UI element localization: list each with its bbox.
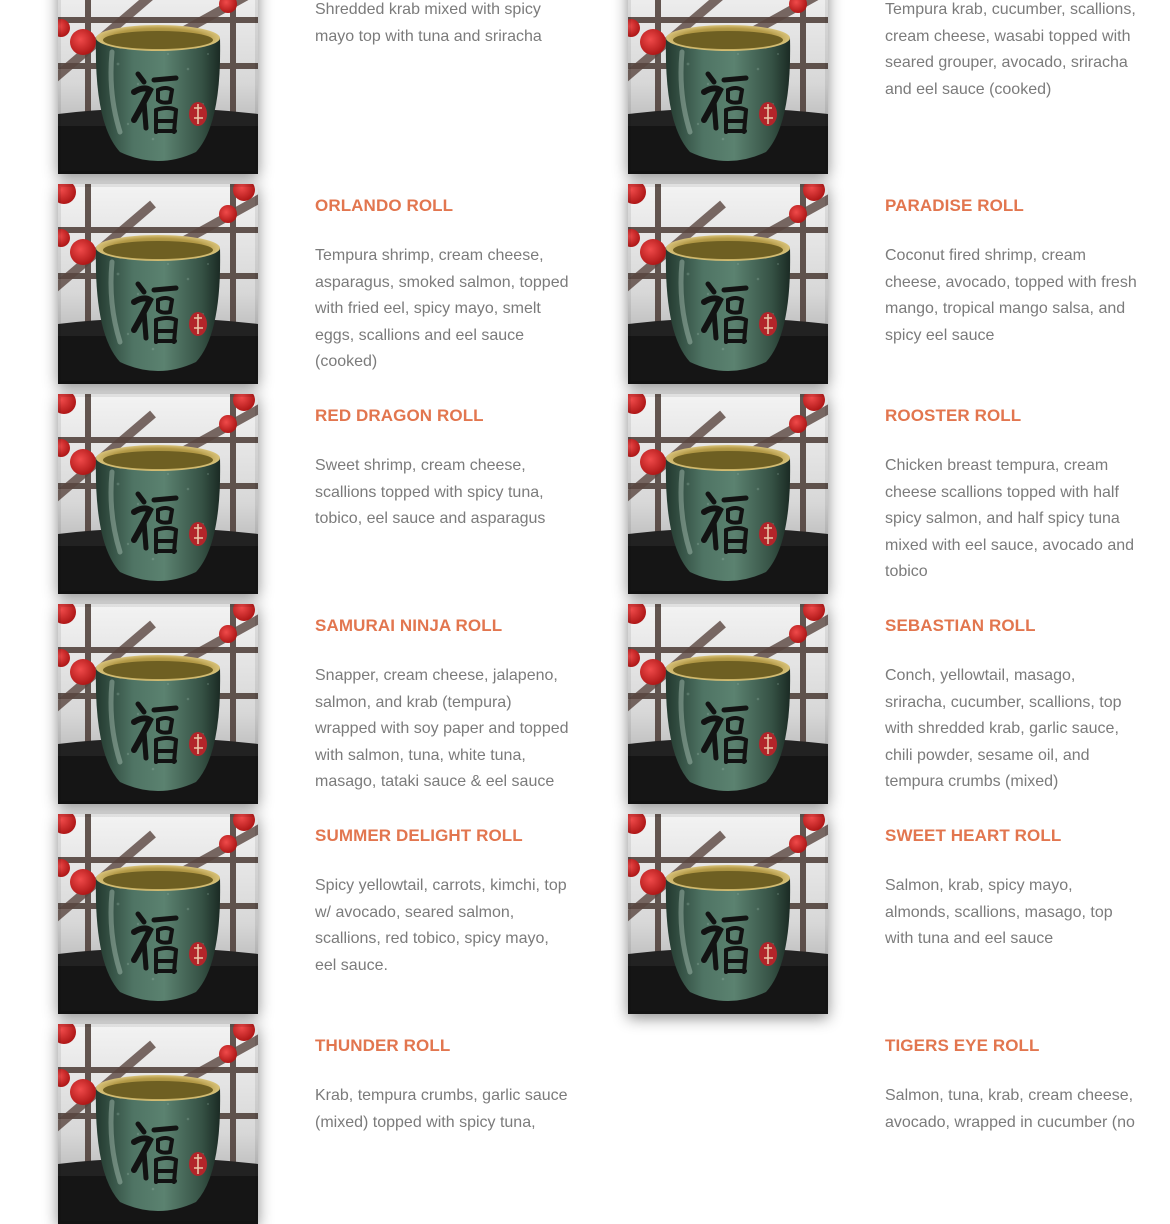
tea-cup-photo[interactable] bbox=[628, 814, 828, 1014]
menu-item-description: Krab, tempura crumbs, garlic sauce (mixed) topped with spicy tuna, bbox=[315, 1087, 568, 1131]
menu-item-title: SWEET HEART ROLL bbox=[885, 826, 1062, 845]
menu-item-title: THUNDER ROLL bbox=[315, 1036, 451, 1055]
menu-item-2 bbox=[628, 0, 1168, 174]
tea-cup-photo[interactable] bbox=[58, 1024, 258, 1224]
menu-item-description: Conch, yellowtail, masago, sriracha, cucumber, scallions, top with shredded krab, garlic sauce, chili powder, sesame oil, and tempura crumbs (mixed) bbox=[885, 667, 1122, 790]
menu-item-thunder-roll bbox=[58, 1024, 598, 1224]
menu-item-description: Shredded krab mixed with spicy mayo top with tuna and sriracha bbox=[315, 1, 542, 45]
menu-item-title: RED DRAGON ROLL bbox=[315, 406, 484, 425]
tea-cup-photo[interactable] bbox=[628, 0, 828, 174]
tea-cup-photo[interactable] bbox=[58, 814, 258, 1014]
menu-item-summer-delight-roll bbox=[58, 814, 598, 1014]
tea-cup-photo[interactable] bbox=[58, 184, 258, 384]
tea-cup-photo[interactable] bbox=[628, 604, 828, 804]
menu-item-title: SAMURAI NINJA ROLL bbox=[315, 616, 503, 635]
menu-item-description: Chicken breast tempura, cream cheese scallions topped with half spicy salmon, and half spicy tuna mixed with eel sauce, avocado and tobico bbox=[885, 457, 1135, 580]
menu-item-description: Spicy yellowtail, carrots, kimchi, top w/ avocado, seared salmon, scallions, red tobico, spicy mayo, eel sauce. bbox=[315, 877, 567, 974]
menu-item-red-dragon-roll bbox=[58, 394, 598, 594]
menu-item-sweet-heart-roll bbox=[628, 814, 1168, 1014]
menu-item-description: Tempura shrimp, cream cheese, asparagus, smoked salmon, topped with fried eel, spicy mayo, smelt eggs, scallions and eel sauce (cooked) bbox=[315, 247, 569, 370]
menu-item-title: SEBASTIAN ROLL bbox=[885, 616, 1036, 635]
menu-item-rooster-roll bbox=[628, 394, 1168, 594]
menu-item-description: Salmon, krab, spicy mayo, almonds, scallions, masago, top with tuna and eel sauce bbox=[885, 877, 1113, 947]
tea-cup-photo[interactable] bbox=[58, 604, 258, 804]
menu-item-description: Salmon, tuna, krab, cream cheese, avocado, wrapped in cucumber (no bbox=[885, 1087, 1135, 1131]
tea-cup-photo[interactable] bbox=[58, 0, 258, 174]
tea-cup-photo[interactable] bbox=[628, 184, 828, 384]
menu-item-title: ROOSTER ROLL bbox=[885, 406, 1022, 425]
menu-item-sebastian-roll bbox=[628, 604, 1168, 804]
menu-item-description: Sweet shrimp, cream cheese, scallions topped with spicy tuna, tobico, eel sauce and asparagus bbox=[315, 457, 546, 527]
menu-item-1 bbox=[58, 0, 598, 174]
menu-item-orlando-roll bbox=[58, 184, 598, 384]
menu-item-title: TIGERS EYE ROLL bbox=[885, 1036, 1040, 1055]
tea-cup-photo[interactable] bbox=[628, 394, 828, 594]
menu-item-description: Tempura krab, cucumber, scallions, cream cheese, wasabi topped with seared grouper, avocado, sriracha and eel sauce (cooked) bbox=[885, 1, 1136, 98]
menu-item-title: PARADISE ROLL bbox=[885, 196, 1024, 215]
menu-item-description: Snapper, cream cheese, jalapeno, salmon, and krab (tempura) wrapped with soy paper and topped with salmon, tuna, white tuna, masago, tataki sauce & eel sauce bbox=[315, 667, 569, 790]
menu-item-tigers-eye-roll bbox=[628, 1024, 1168, 1224]
menu-item-title: SUMMER DELIGHT ROLL bbox=[315, 826, 523, 845]
menu-item-samurai-ninja-roll bbox=[58, 604, 598, 804]
tea-cup-photo[interactable] bbox=[58, 394, 258, 594]
menu-item-paradise-roll bbox=[628, 184, 1168, 384]
menu-item-title: ORLANDO ROLL bbox=[315, 196, 454, 215]
menu-item-description: Coconut fired shrimp, cream cheese, avocado, topped with fresh mango, tropical mango salsa, and spicy eel sauce bbox=[885, 247, 1137, 344]
